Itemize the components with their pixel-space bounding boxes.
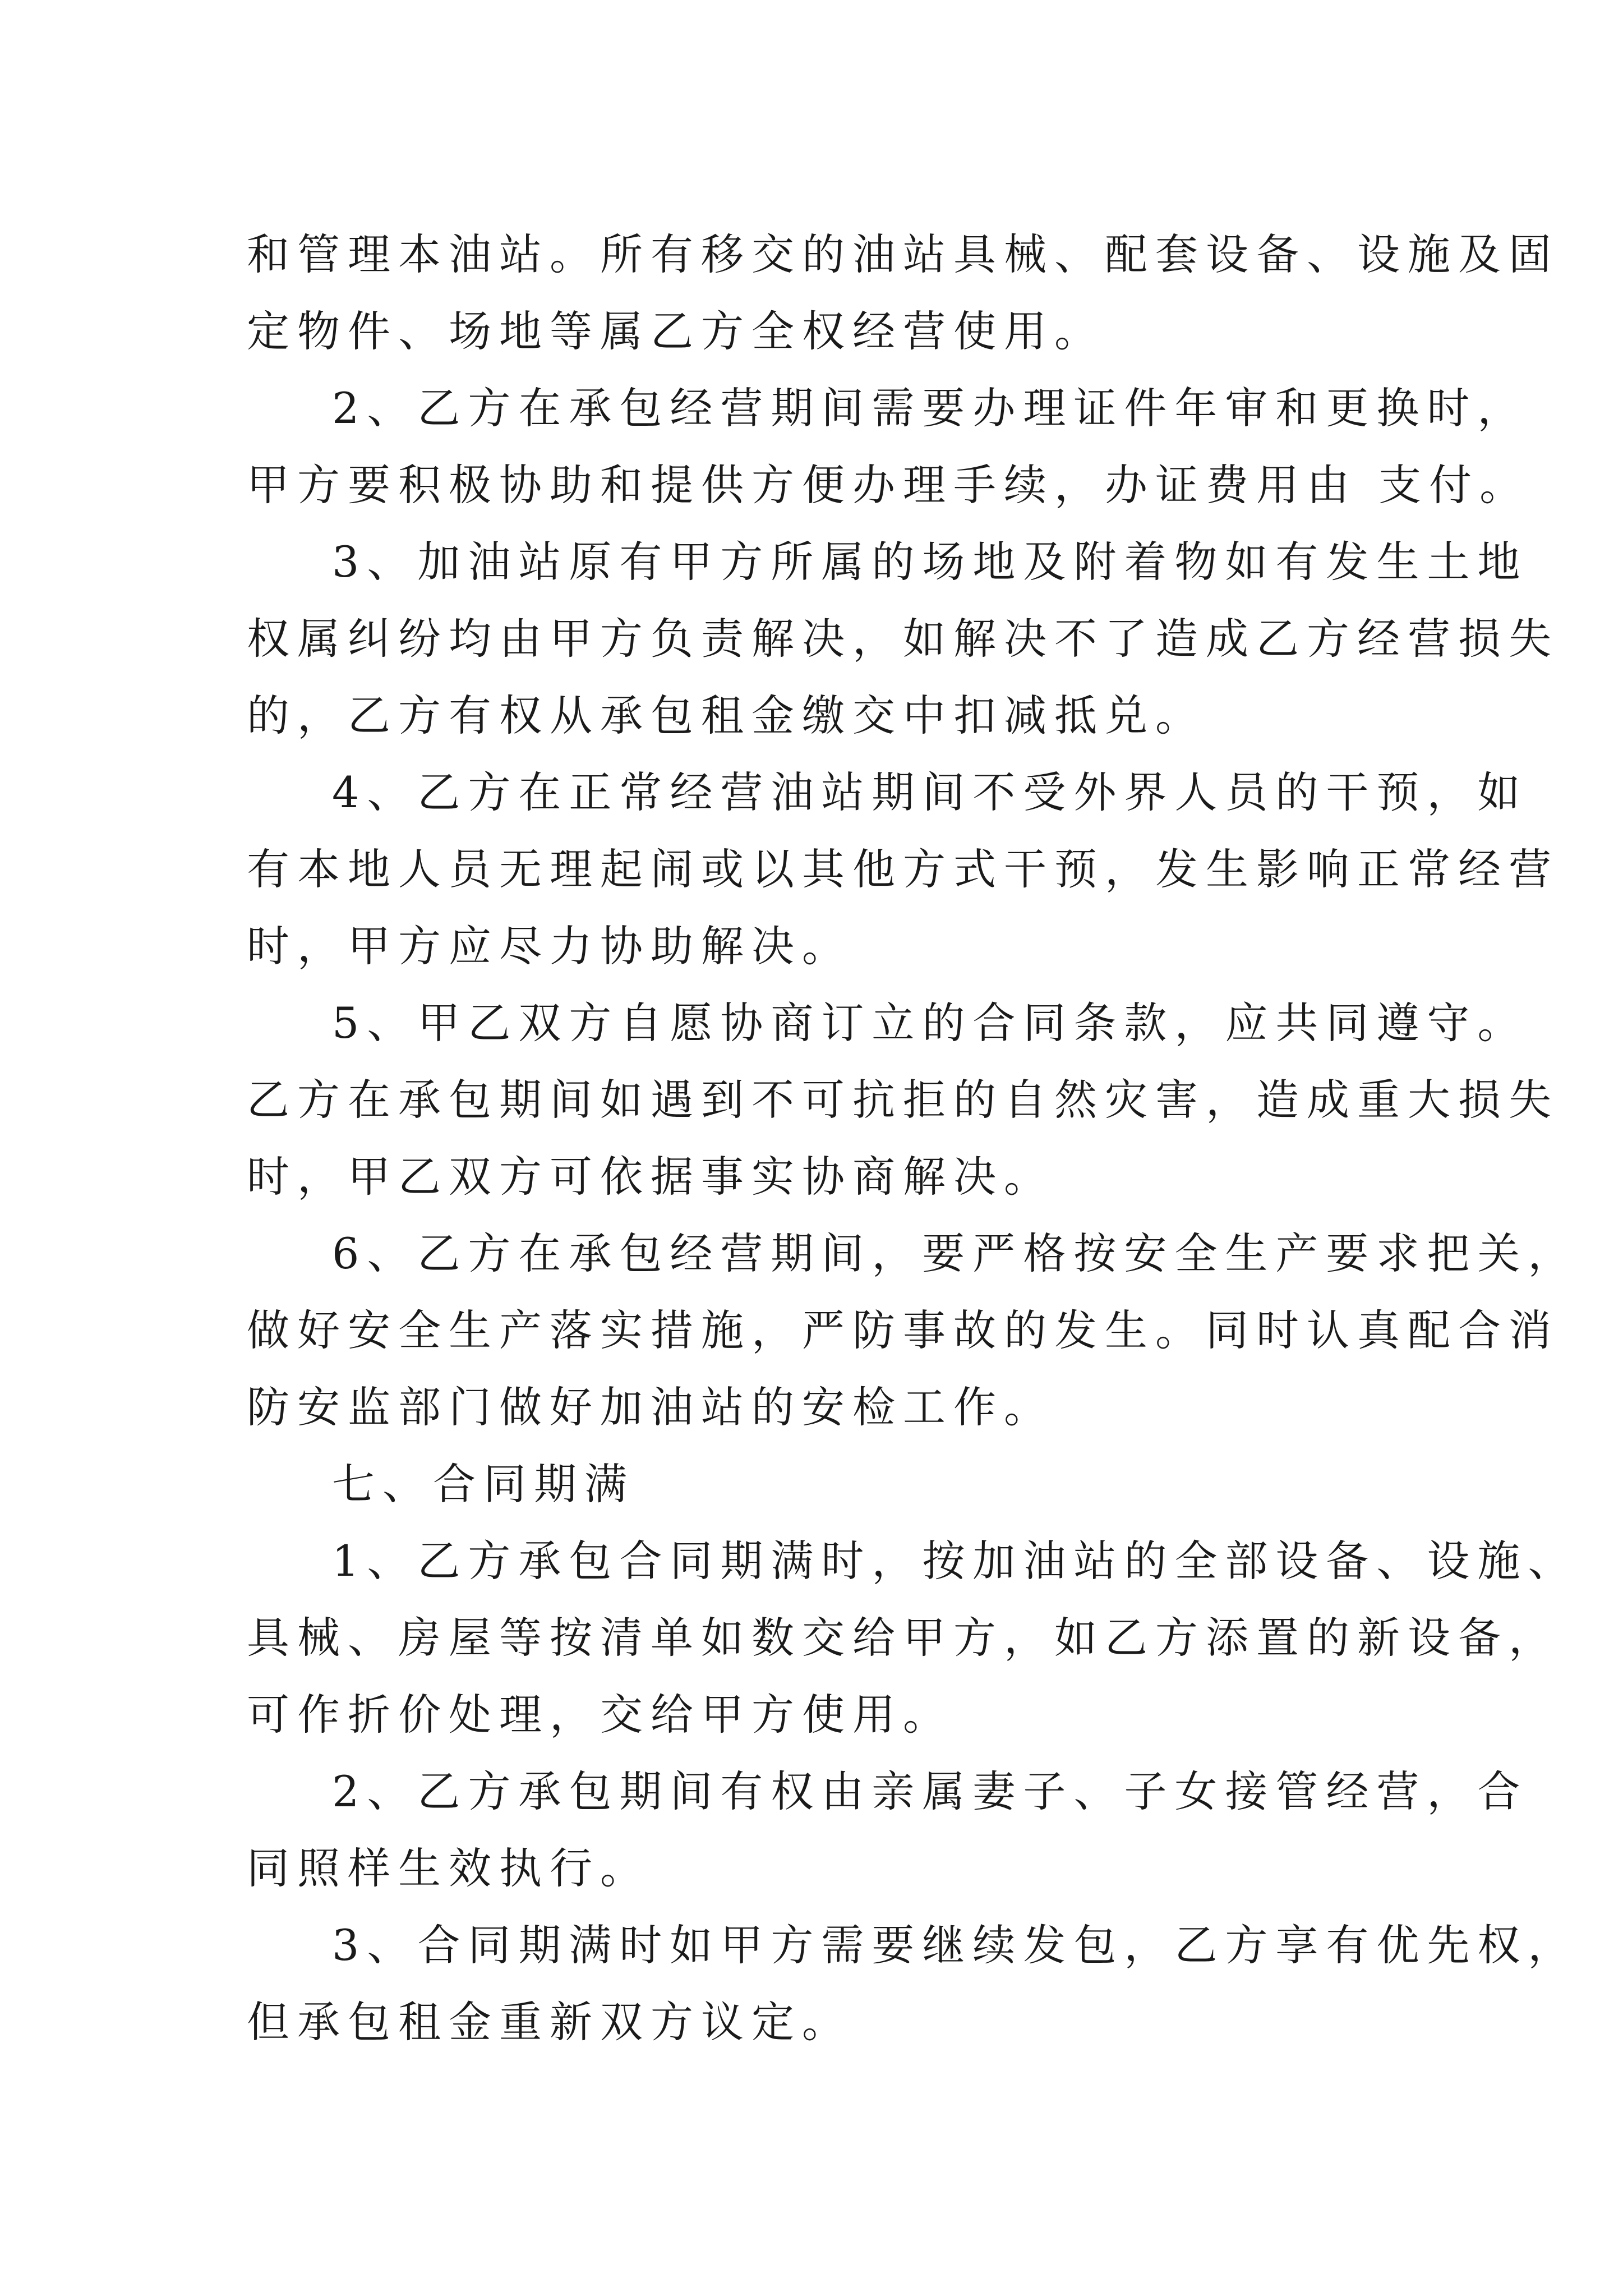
paragraph-clause-2 xyxy=(247,370,1530,523)
text-line: 可作折价处理，交给甲方使用。 xyxy=(247,1690,953,1740)
paragraph-clause-3 xyxy=(247,523,1559,754)
text-line: 的，乙方有权从承包租金缴交中扣减抵兑。 xyxy=(247,691,1206,740)
text-line: 同照样生效执行。 xyxy=(247,1843,651,1893)
paragraph-clause-6 xyxy=(247,1215,1579,1446)
text-line: 4、乙方在正常经营油站期间不受外界人员的干预，如 xyxy=(332,767,1528,817)
paragraph-continuation xyxy=(247,216,1559,370)
paragraph-expiry-clause-3 xyxy=(247,1907,1579,2060)
text-line: 做好安全生产落实措施，严防事故的发生。同时认真配合消 xyxy=(247,1305,1559,1355)
text-line: 2、乙方承包期间有权由亲属妻子、子女接管经营，合 xyxy=(332,1766,1528,1816)
text-line: 1、乙方承包合同期满时，按加油站的全部设备、设施、 xyxy=(332,1536,1579,1586)
text-line: 和管理本油站。所有移交的油站具械、配套设备、设施及固 xyxy=(247,229,1559,279)
text-line: 时，甲乙双方可依据事实协商解决。 xyxy=(247,1152,1054,1202)
text-line: 6、乙方在承包经营期间，要严格按安全生产要求把关， xyxy=(332,1228,1579,1278)
text-line: 有本地人员无理起闹或以其他方式干预，发生影响正常经营 xyxy=(247,844,1559,894)
document-body xyxy=(247,216,1579,2060)
text-line: 2、乙方在承包经营期间需要办理证件年审和更换时， xyxy=(332,383,1528,433)
paragraph-expiry-clause-1 xyxy=(247,1522,1579,1753)
text-line: 但承包租金重新双方议定。 xyxy=(247,1997,852,2047)
text-line: 3、合同期满时如甲方需要继续发包，乙方享有优先权， xyxy=(332,1920,1579,1970)
paragraph-clause-5 xyxy=(247,984,1559,1215)
text-line: 3、加油站原有甲方所属的场地及附着物如有发生土地 xyxy=(332,537,1528,587)
section-heading-contract-expiry xyxy=(247,1446,1385,1522)
text-line: 定物件、场地等属乙方全权经营使用。 xyxy=(247,306,1105,356)
text-line: 权属纠纷均由甲方负责解决，如解决不了造成乙方经营损失 xyxy=(247,614,1559,664)
paragraph-clause-4 xyxy=(247,754,1559,984)
text-line: 时，甲方应尽力协助解决。 xyxy=(247,921,852,971)
text-line: 具械、房屋等按清单如数交给甲方，如乙方添置的新设备， xyxy=(247,1613,1559,1663)
text-line: 5、甲乙双方自愿协商订立的合同条款，应共同遵守。 xyxy=(332,998,1528,1048)
paragraph-expiry-clause-2 xyxy=(247,1753,1528,1907)
text-line: 甲方要积极协助和提供方便办理手续，办证费用由 支付。 xyxy=(247,460,1530,510)
section-heading: 七、合同期满 xyxy=(332,1459,635,1509)
text-line: 防安监部门做好加油站的安检工作。 xyxy=(247,1382,1054,1432)
text-line: 乙方在承包期间如遇到不可抗拒的自然灾害，造成重大损失 xyxy=(247,1075,1559,1125)
